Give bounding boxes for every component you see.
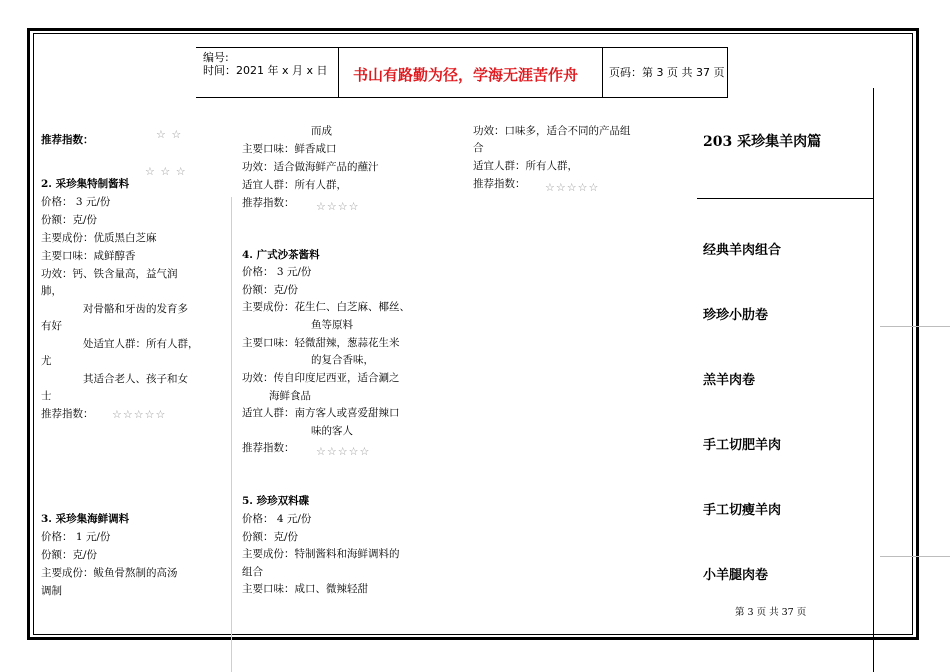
side-menu-item: 珍珍小肋卷 [703, 308, 769, 323]
item-portion: 份额：克/份 [242, 284, 299, 296]
item-taste: 主要口味：咸鲜醇香 [41, 250, 136, 262]
item-suitable: 适宜人群：所有人群， [473, 160, 578, 172]
side-panel-rule [873, 88, 874, 672]
page-footer-number: 第 3 页 共 37 页 [735, 607, 807, 618]
rating-stars: ☆☆☆☆ [316, 200, 360, 213]
side-menu-item: 手工切瘦羊肉 [703, 503, 782, 518]
header-bottom-line [196, 97, 728, 98]
item-price: 价格： 4 元/份 [242, 513, 312, 525]
rating-label: 推荐指数： [242, 197, 295, 209]
item-effect: 海鲜食品 [269, 390, 311, 402]
item-effect: 功效：适合做海鲜产品的蘸汁 [242, 161, 379, 173]
header-right-edge [727, 47, 728, 98]
item-ingredients: 鱼等原料 [311, 319, 353, 331]
item-suitable: 适宜人群：所有人群， [242, 179, 347, 191]
doc-date: 时间：2021 年 x 月 x 日 [203, 64, 328, 77]
item-title: 4. 广式沙茶酱料 [242, 249, 320, 261]
rating-stars: ☆ ☆ ☆ [145, 165, 187, 178]
side-menu-item: 小羊腿肉卷 [703, 568, 769, 583]
item-portion: 份额：克/份 [41, 549, 98, 561]
item-ingredients: 主要成份：花生仁、白芝麻、椰丝、 [242, 301, 410, 313]
item-portion: 份额：克/份 [41, 214, 98, 226]
item-taste: 的复合香味， [311, 354, 374, 366]
rating-label: 推荐指数： [473, 178, 526, 190]
item-suitable: 处适宜人群：所有人群， [83, 338, 199, 350]
item-effect: 对骨骼和牙齿的发育多 [83, 303, 188, 315]
side-menu-item: 手工切肥羊肉 [703, 438, 782, 453]
item-suitable: 尤 [41, 355, 52, 367]
header-top-line [196, 47, 728, 48]
item-effect: 有好 [41, 320, 62, 332]
item-effect: 肺， [41, 285, 62, 297]
rating-label: 推荐指数： [41, 134, 94, 146]
item-title: 5. 珍珍双料碟 [242, 495, 310, 507]
item-ingredients: 主要成份：优质黑白芝麻 [41, 232, 157, 244]
side-gray-line-2 [880, 556, 950, 557]
side-menu-item: 经典羊肉组合 [703, 243, 782, 258]
item-title: 2. 采珍集特制酱料 [41, 178, 130, 190]
rating-label: 推荐指数： [41, 408, 94, 420]
rating-stars: ☆☆☆☆☆ [112, 408, 167, 421]
item-effect: 功效：传自印度尼西亚，适合涮之 [242, 372, 400, 384]
item-ingredients: 调制 [41, 585, 62, 597]
doc-number-label: 编号: [203, 51, 229, 64]
item-suitable: 士 [41, 390, 52, 402]
item-suitable: 其适合老人、孩子和女 [83, 373, 188, 385]
item-effect: 合 [473, 142, 484, 154]
header-page-number: 页码：第 3 页 共 37 页 [609, 66, 725, 79]
side-menu-item: 羔羊肉卷 [703, 373, 756, 388]
item-price: 价格： 3 元/份 [242, 266, 312, 278]
item-ingredients: 主要成份：特制酱料和海鲜调料的 [242, 548, 400, 560]
item-effect: 功效：钙、铁含量高，益气润 [41, 268, 178, 280]
side-section-title: 203 采珍集羊肉篇 [703, 134, 822, 150]
item-price: 价格： 1 元/份 [41, 531, 111, 543]
header-motto: 书山有路勤为径，学海无涯苦作舟 [353, 66, 579, 84]
item-price: 价格： 3 元/份 [41, 196, 111, 208]
item-suitable: 味的客人 [311, 425, 353, 437]
header-divider-1 [338, 47, 339, 98]
item-ingredients: 主要成份：鲅鱼骨熬制的高汤 [41, 567, 178, 579]
header-divider-2 [602, 47, 603, 98]
side-gray-line-1 [880, 326, 950, 327]
rating-stars: ☆ ☆ [156, 128, 183, 141]
rating-stars: ☆☆☆☆☆ [545, 181, 600, 194]
item-effect: 功效：口味多，适合不同的产品组 [473, 125, 631, 137]
rating-label: 推荐指数： [242, 442, 295, 454]
item-ingredients: 组合 [242, 566, 263, 578]
item-ingredients: 而成 [311, 125, 332, 137]
item-taste: 主要口味：咸口、微辣轻甜 [242, 583, 368, 595]
side-title-underline [697, 198, 873, 199]
rating-stars: ☆☆☆☆☆ [316, 445, 371, 458]
item-portion: 份额：克/份 [242, 531, 299, 543]
item-title: 3. 采珍集海鲜调料 [41, 513, 130, 525]
item-taste: 主要口味：轻微甜辣，葱蒜花生米 [242, 337, 400, 349]
item-taste: 主要口味：鲜香咸口 [242, 143, 337, 155]
item-suitable: 适宜人群：南方客人或喜爱甜辣口 [242, 407, 400, 419]
column-divider-1 [231, 197, 232, 672]
